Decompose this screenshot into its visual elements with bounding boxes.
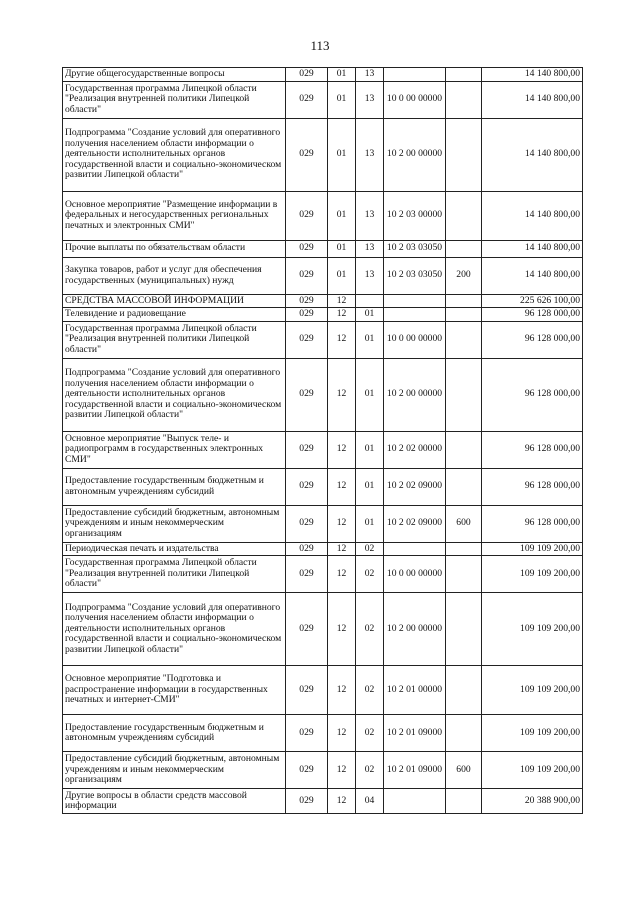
- ministry-code-cell: 029: [286, 308, 328, 322]
- expense-type-cell: 600: [446, 505, 482, 542]
- ministry-code-cell: 029: [286, 321, 328, 358]
- ministry-code-cell: 029: [286, 294, 328, 308]
- target-article-cell: [384, 789, 446, 814]
- table-row: [63, 431, 583, 468]
- item-name-cell: Предоставление субсидий бюджетным, автономным учреждениям и иным некоммерческим организациям: [63, 505, 286, 542]
- section-code-cell: 12: [328, 556, 356, 593]
- table-row: [63, 468, 583, 505]
- expense-type-cell: [446, 294, 482, 308]
- expense-type-cell: [446, 556, 482, 593]
- subsection-code-cell: 01: [356, 505, 384, 542]
- table-row: [63, 556, 583, 593]
- target-article-cell: 10 2 03 03050: [384, 240, 446, 257]
- table-row: [63, 358, 583, 431]
- section-code-cell: 01: [328, 191, 356, 240]
- target-article-cell: 10 2 02 00000: [384, 431, 446, 468]
- subsection-code-cell: 02: [356, 752, 384, 789]
- section-code-cell: 01: [328, 240, 356, 257]
- item-name-cell: Государственная программа Липецкой области "Реализация внутренней политики Липецкой области": [63, 81, 286, 118]
- subsection-code-cell: 01: [356, 431, 384, 468]
- amount-cell: 96 128 000,00: [482, 468, 583, 505]
- amount-cell: 109 109 200,00: [482, 715, 583, 752]
- table-row: [63, 666, 583, 715]
- subsection-code-cell: 01: [356, 321, 384, 358]
- table-row: [63, 118, 583, 191]
- item-name-cell: Основное мероприятие "Размещение информации в федеральных и негосударственных региональных печатных и электронных СМИ": [63, 191, 286, 240]
- amount-cell: 14 140 800,00: [482, 257, 583, 294]
- subsection-code-cell: 01: [356, 358, 384, 431]
- amount-cell: 96 128 000,00: [482, 431, 583, 468]
- ministry-code-cell: 029: [286, 556, 328, 593]
- item-name-cell: Закупка товаров, работ и услуг для обеспечения государственных (муниципальных) нужд: [63, 257, 286, 294]
- item-name-cell: Подпрограмма "Создание условий для оперативного получения населением области информации о деятельности исполнительных органов государственной власти и социально-экономическом развитии Липецкой области": [63, 593, 286, 666]
- subsection-code-cell: [356, 294, 384, 308]
- amount-cell: 96 128 000,00: [482, 321, 583, 358]
- table-row: [63, 191, 583, 240]
- section-code-cell: 12: [328, 505, 356, 542]
- subsection-code-cell: 13: [356, 191, 384, 240]
- item-name-cell: Государственная программа Липецкой области "Реализация внутренней политики Липецкой области": [63, 556, 286, 593]
- ministry-code-cell: 029: [286, 468, 328, 505]
- amount-cell: 96 128 000,00: [482, 358, 583, 431]
- amount-cell: 96 128 000,00: [482, 505, 583, 542]
- section-code-cell: 01: [328, 118, 356, 191]
- expense-type-cell: [446, 308, 482, 322]
- ministry-code-cell: 029: [286, 593, 328, 666]
- target-article-cell: 10 0 00 00000: [384, 81, 446, 118]
- section-code-cell: 12: [328, 431, 356, 468]
- section-code-cell: 12: [328, 542, 356, 556]
- subsection-code-cell: 01: [356, 468, 384, 505]
- expense-type-cell: [446, 240, 482, 257]
- expense-type-cell: [446, 431, 482, 468]
- section-code-cell: 12: [328, 321, 356, 358]
- expense-type-cell: [446, 321, 482, 358]
- amount-cell: 14 140 800,00: [482, 81, 583, 118]
- table-row: [63, 593, 583, 666]
- section-code-cell: 12: [328, 308, 356, 322]
- ministry-code-cell: 029: [286, 257, 328, 294]
- target-article-cell: 10 2 01 00000: [384, 666, 446, 715]
- target-article-cell: 10 0 00 00000: [384, 321, 446, 358]
- target-article-cell: [384, 294, 446, 308]
- section-code-cell: 12: [328, 715, 356, 752]
- ministry-code-cell: 029: [286, 789, 328, 814]
- item-name-cell: Предоставление государственным бюджетным и автономным учреждениям субсидий: [63, 715, 286, 752]
- table-row: [63, 715, 583, 752]
- subsection-code-cell: 04: [356, 789, 384, 814]
- ministry-code-cell: 029: [286, 81, 328, 118]
- ministry-code-cell: 029: [286, 666, 328, 715]
- page-number: 113: [310, 38, 330, 53]
- target-article-cell: 10 2 00 00000: [384, 118, 446, 191]
- table-row: [63, 68, 583, 82]
- target-article-cell: [384, 542, 446, 556]
- item-name-cell: Периодическая печать и издательства: [63, 542, 286, 556]
- subsection-code-cell: 13: [356, 240, 384, 257]
- target-article-cell: 10 2 03 03050: [384, 257, 446, 294]
- table-row: [63, 294, 583, 308]
- target-article-cell: 10 2 01 09000: [384, 752, 446, 789]
- item-name-cell: Предоставление субсидий бюджетным, автономным учреждениям и иным некоммерческим организациям: [63, 752, 286, 789]
- section-code-cell: 01: [328, 81, 356, 118]
- table-row: [63, 81, 583, 118]
- ministry-code-cell: 029: [286, 240, 328, 257]
- target-article-cell: 10 2 01 09000: [384, 715, 446, 752]
- amount-cell: 109 109 200,00: [482, 752, 583, 789]
- target-article-cell: [384, 68, 446, 82]
- target-article-cell: 10 2 00 00000: [384, 593, 446, 666]
- ministry-code-cell: 029: [286, 118, 328, 191]
- table-row: [63, 257, 583, 294]
- section-code-cell: 12: [328, 593, 356, 666]
- ministry-code-cell: 029: [286, 68, 328, 82]
- amount-cell: 225 626 100,00: [482, 294, 583, 308]
- section-code-cell: 12: [328, 666, 356, 715]
- item-name-cell: Другие вопросы в области средств массовой информации: [63, 789, 286, 814]
- item-name-cell: Подпрограмма "Создание условий для оперативного получения населением области информации о деятельности исполнительных органов государственной власти и социально-экономическом развитии Липецкой области": [63, 118, 286, 191]
- expense-type-cell: 200: [446, 257, 482, 294]
- amount-cell: 109 109 200,00: [482, 556, 583, 593]
- section-code-cell: 01: [328, 68, 356, 82]
- table-row: [63, 321, 583, 358]
- subsection-code-cell: 02: [356, 593, 384, 666]
- ministry-code-cell: 029: [286, 542, 328, 556]
- amount-cell: 14 140 800,00: [482, 240, 583, 257]
- section-code-cell: 12: [328, 468, 356, 505]
- amount-cell: 96 128 000,00: [482, 308, 583, 322]
- item-name-cell: Подпрограмма "Создание условий для оперативного получения населением области информации о деятельности исполнительных органов государственной власти и социально-экономическом развитии Липецкой области": [63, 358, 286, 431]
- table-row: [63, 505, 583, 542]
- ministry-code-cell: 029: [286, 191, 328, 240]
- item-name-cell: Предоставление государственным бюджетным и автономным учреждениям субсидий: [63, 468, 286, 505]
- expense-type-cell: [446, 468, 482, 505]
- budget-table-body: [63, 68, 583, 814]
- section-code-cell: 12: [328, 752, 356, 789]
- target-article-cell: 10 0 00 00000: [384, 556, 446, 593]
- item-name-cell: Прочие выплаты по обязательствам области: [63, 240, 286, 257]
- budget-table: [62, 67, 583, 814]
- subsection-code-cell: 02: [356, 715, 384, 752]
- table-row: [63, 308, 583, 322]
- ministry-code-cell: 029: [286, 358, 328, 431]
- ministry-code-cell: 029: [286, 431, 328, 468]
- expense-type-cell: [446, 358, 482, 431]
- subsection-code-cell: 13: [356, 118, 384, 191]
- expense-type-cell: [446, 542, 482, 556]
- subsection-code-cell: 02: [356, 666, 384, 715]
- target-article-cell: 10 2 00 00000: [384, 358, 446, 431]
- target-article-cell: [384, 308, 446, 322]
- expense-type-cell: [446, 593, 482, 666]
- expense-type-cell: [446, 789, 482, 814]
- target-article-cell: 10 2 02 09000: [384, 505, 446, 542]
- item-name-cell: Основное мероприятие "Подготовка и распространение информации в государственных печатных и интернет-СМИ": [63, 666, 286, 715]
- item-name-cell: Основное мероприятие "Выпуск теле- и радиопрограмм в государственных электронных СМИ": [63, 431, 286, 468]
- table-row: [63, 789, 583, 814]
- target-article-cell: 10 2 03 00000: [384, 191, 446, 240]
- expense-type-cell: [446, 118, 482, 191]
- section-code-cell: 12: [328, 294, 356, 308]
- subsection-code-cell: 02: [356, 542, 384, 556]
- amount-cell: 14 140 800,00: [482, 191, 583, 240]
- table-row: [63, 240, 583, 257]
- expense-type-cell: [446, 666, 482, 715]
- amount-cell: 20 388 900,00: [482, 789, 583, 814]
- item-name-cell: Государственная программа Липецкой области "Реализация внутренней политики Липецкой области": [63, 321, 286, 358]
- section-code-cell: 12: [328, 789, 356, 814]
- section-code-cell: 01: [328, 257, 356, 294]
- amount-cell: 109 109 200,00: [482, 593, 583, 666]
- item-name-cell: Другие общегосударственные вопросы: [63, 68, 286, 82]
- target-article-cell: 10 2 02 09000: [384, 468, 446, 505]
- expense-type-cell: [446, 81, 482, 118]
- item-name-cell: Телевидение и радиовещание: [63, 308, 286, 322]
- subsection-code-cell: 02: [356, 556, 384, 593]
- amount-cell: 14 140 800,00: [482, 118, 583, 191]
- expense-type-cell: 600: [446, 752, 482, 789]
- ministry-code-cell: 029: [286, 752, 328, 789]
- subsection-code-cell: 13: [356, 257, 384, 294]
- expense-type-cell: [446, 68, 482, 82]
- amount-cell: 109 109 200,00: [482, 542, 583, 556]
- amount-cell: 109 109 200,00: [482, 666, 583, 715]
- table-row: [63, 752, 583, 789]
- ministry-code-cell: 029: [286, 505, 328, 542]
- expense-type-cell: [446, 191, 482, 240]
- amount-cell: 14 140 800,00: [482, 68, 583, 82]
- subsection-code-cell: 13: [356, 81, 384, 118]
- subsection-code-cell: 01: [356, 308, 384, 322]
- ministry-code-cell: 029: [286, 715, 328, 752]
- subsection-code-cell: 13: [356, 68, 384, 82]
- expense-type-cell: [446, 715, 482, 752]
- item-name-cell: СРЕДСТВА МАССОВОЙ ИНФОРМАЦИИ: [63, 294, 286, 308]
- section-code-cell: 12: [328, 358, 356, 431]
- table-row: [63, 542, 583, 556]
